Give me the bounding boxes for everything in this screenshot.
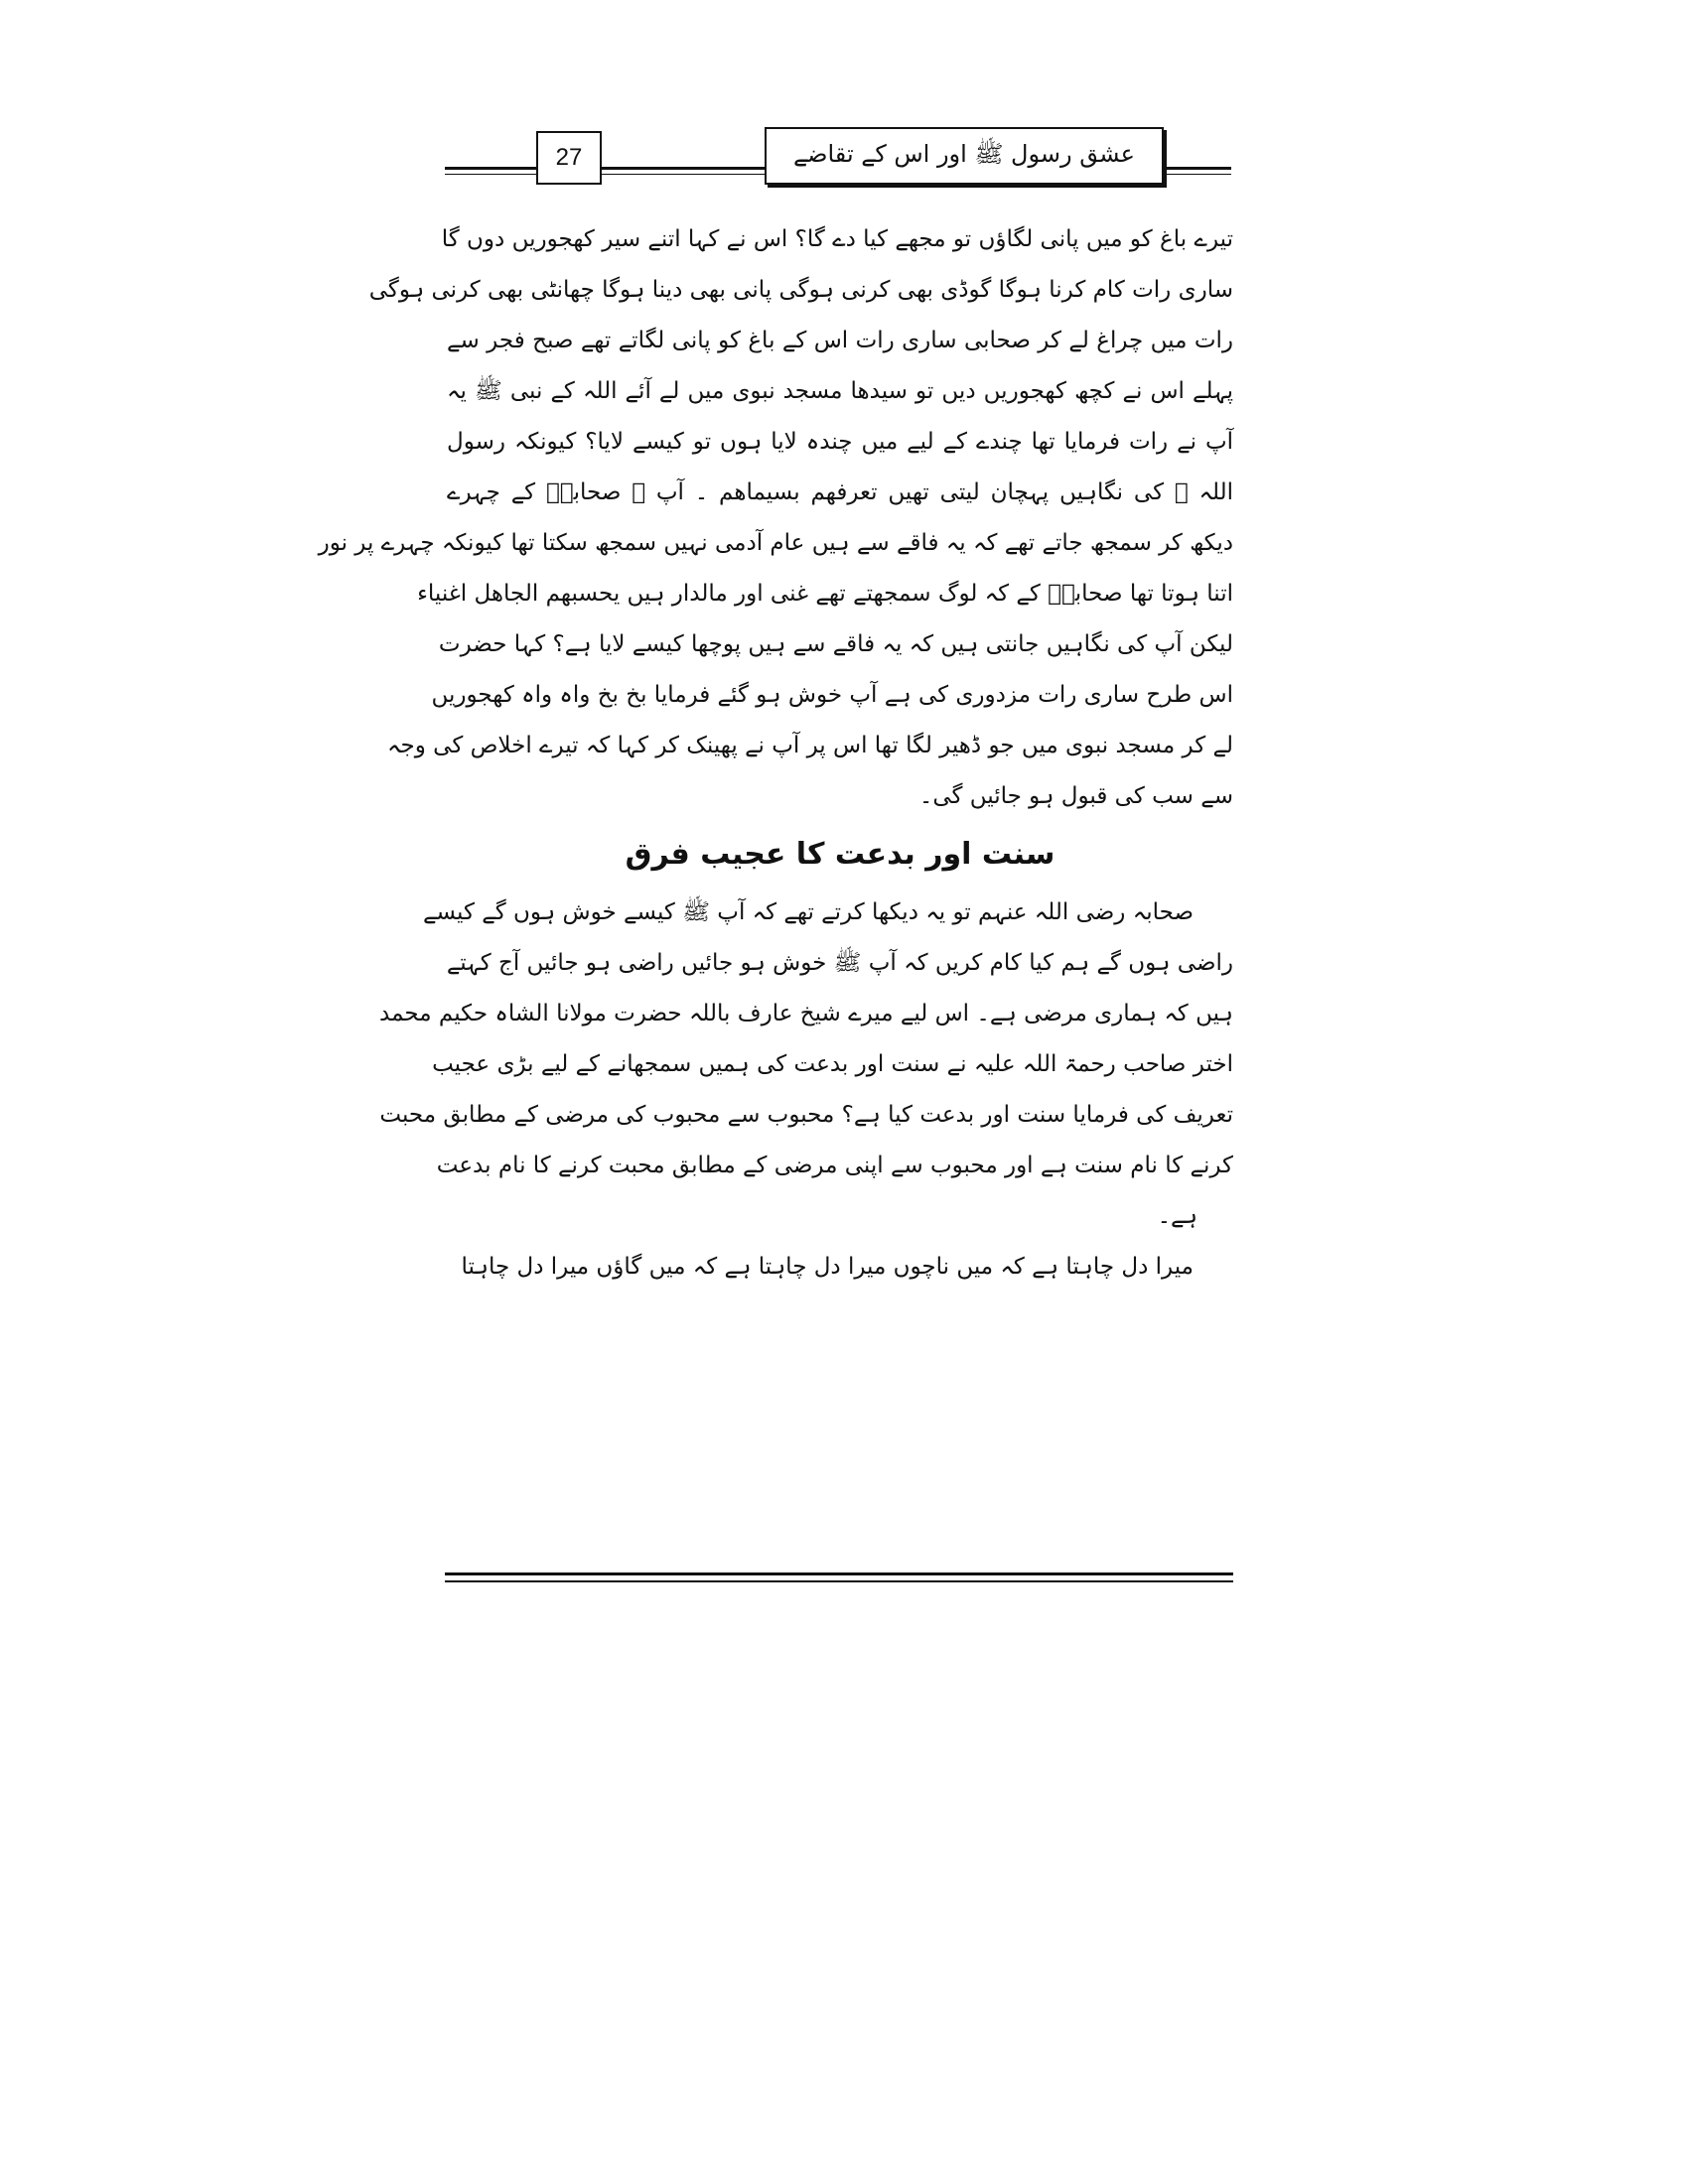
body-line: پہلے اس نے کچھ کھجوریں دیں تو سیدھا مسجد نبوی میں لے آئے اللہ کے نبی ﷺ یہ bbox=[447, 378, 1233, 404]
header-rule-left-top bbox=[445, 167, 536, 170]
body-line: کرنے کا نام سنت ہے اور محبوب سے اپنی مرضی کے مطابق محبت کرنے کا نام بدعت bbox=[436, 1153, 1233, 1178]
body-line: اتنا ہوتا تھا صحابہؓ کے کہ لوگ سمجھتے تھے غنی اور مالدار ہیں یحسبھم الجاھل اغنیاء bbox=[417, 581, 1233, 607]
section-heading: سنت اور بدعت کا عجیب فرق bbox=[625, 837, 1055, 872]
page-header bbox=[445, 127, 1231, 206]
body-line: میرا دل چاہتا ہے کہ میں ناچوں میرا دل چاہتا ہے کہ میں گاؤں میرا دل چاہتا bbox=[461, 1254, 1194, 1280]
body-line: لیکن آپ کی نگاہیں جانتی ہیں کہ یہ فاقے سے ہیں پوچھا کیسے لایا ہے؟ کہا حضرت bbox=[438, 631, 1233, 657]
page-body bbox=[318, 214, 1233, 1293]
page-footer-rules bbox=[445, 1572, 1233, 1582]
header-rule-middle-bottom bbox=[600, 174, 765, 175]
body-line: اللہ ﷺ کی نگاہیں پہچان لیتی تھیں تعرفھم بسیماھم ۔ آپ ﷺ صحابہؓ کے چہرے bbox=[447, 479, 1233, 505]
body-line: دیکھ کر سمجھ جاتے تھے کہ یہ فاقے سے ہیں عام آدمی نہیں سمجھ سکتا تھا کیونکہ چہرے پر نور bbox=[318, 530, 1233, 556]
body-line: آپ نے رات فرمایا تھا چندے کے لیے میں چندہ لایا ہوں تو کیسے لایا؟ کیونکہ رسول bbox=[447, 429, 1233, 455]
header-rule-left-bottom bbox=[445, 174, 536, 175]
body-line: ہیں کہ ہماری مرضی ہے۔ اس لیے میرے شیخ عارف باللہ حضرت مولانا الشاہ حکیم محمد bbox=[379, 1001, 1233, 1026]
running-title: عشق رسول ﷺ اور اس کے تقاضے bbox=[765, 127, 1164, 185]
header-rule-middle-top bbox=[600, 167, 765, 170]
body-line: اس طرح ساری رات مزدوری کی ہے آپ خوش ہو گئے فرمایا بخ بخ واہ واہ کھجوریں bbox=[431, 682, 1233, 708]
header-rule-right-top bbox=[1164, 167, 1231, 170]
footer-rule-bottom bbox=[445, 1580, 1233, 1582]
body-line: اختر صاحب رحمۃ اللہ علیہ نے سنت اور بدعت کی ہمیں سمجھانے کے لیے بڑی عجیب bbox=[432, 1051, 1233, 1077]
body-line: رات میں چراغ لے کر صحابی ساری رات اس کے باغ کو پانی لگاتے تھے صبح فجر سے bbox=[447, 328, 1233, 353]
body-line-end: ہے۔ bbox=[1157, 1203, 1197, 1229]
body-line: راضی ہوں گے ہم کیا کام کریں کہ آپ ﷺ خوش ہو جائیں راضی ہو جائیں آج کہتے bbox=[446, 950, 1233, 976]
page-number: 27 bbox=[536, 131, 602, 185]
body-line: سے سب کی قبول ہو جائیں گی۔ bbox=[918, 783, 1233, 809]
body-line: تیرے باغ کو میں پانی لگاؤں تو مجھے کیا دے گا؟ اس نے کہا اتنے سیر کھجوریں دوں گا bbox=[441, 226, 1233, 252]
body-line: تعریف کی فرمایا سنت اور بدعت کیا ہے؟ محبوب سے محبوب کی مرضی کے مطابق محبت bbox=[379, 1102, 1233, 1128]
body-line: ساری رات کام کرنا ہوگا گوڈی بھی کرنی ہوگی پانی بھی دینا ہوگا چھانٹی بھی کرنی ہوگی bbox=[368, 277, 1233, 303]
body-line: لے کر مسجد نبوی میں جو ڈھیر لگا تھا اس پر آپ نے پھینک کر کہا کہ تیرے اخلاص کی وجہ bbox=[387, 733, 1233, 758]
body-line: صحابہ رضی اللہ عنہم تو یہ دیکھا کرتے تھے کہ آپ ﷺ کیسے خوش ہوں گے کیسے bbox=[423, 899, 1194, 925]
header-rule-right-bottom bbox=[1164, 174, 1231, 175]
footer-rule-top bbox=[445, 1572, 1233, 1575]
